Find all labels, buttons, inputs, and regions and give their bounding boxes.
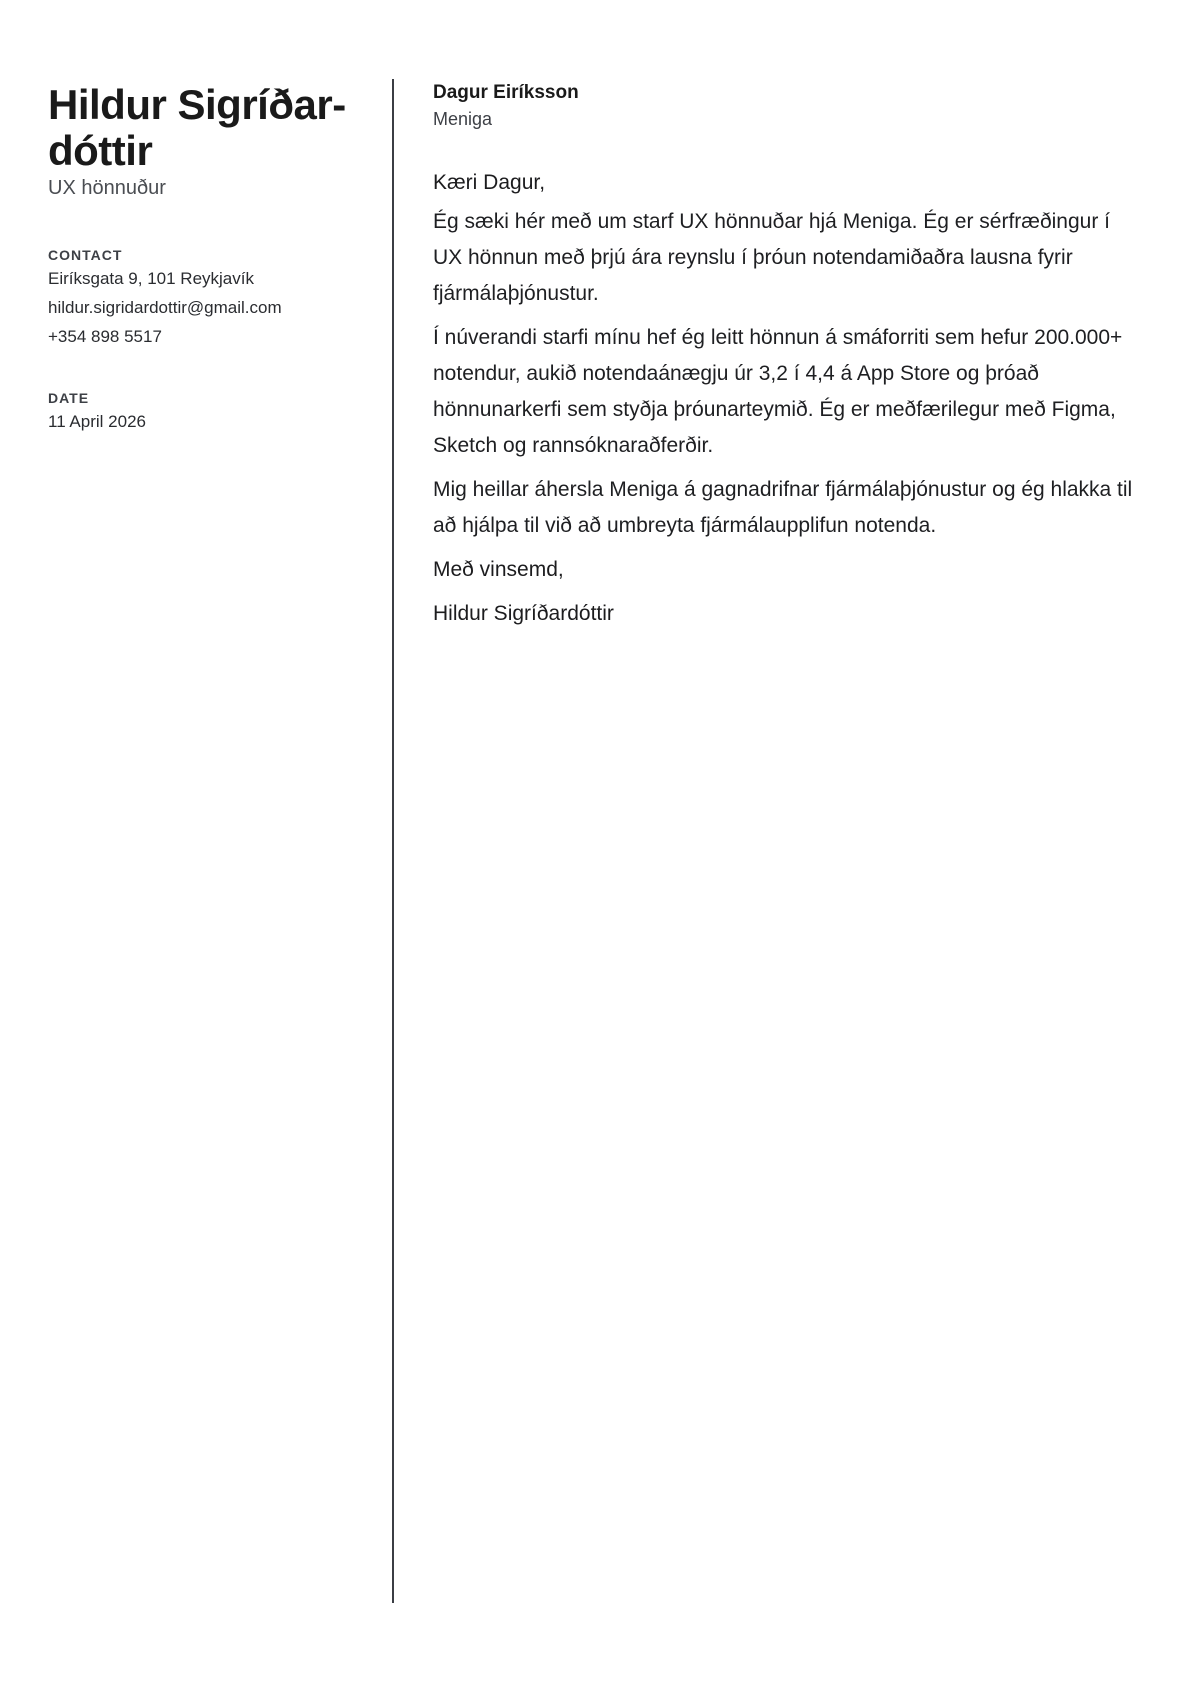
sender-phone: +354 898 5517 (48, 327, 162, 346)
sender-name-line2: dóttir (48, 127, 153, 174)
sender-name-line1: Hildur Sigríðar- (48, 81, 346, 128)
signature: Hildur Sigríðardóttir (433, 602, 614, 625)
column-divider (392, 79, 394, 1603)
letter-paragraph: Mig heillar áhersla Meniga á gagnadrifnar fjármálaþjónustur og ég hlakka til að hjálpa til við að umbreyta fjármálaupplifun notenda. (433, 478, 1133, 537)
contact-label: CONTACT (48, 247, 123, 263)
sender-role: UX hönnuður (48, 177, 166, 199)
recipient-organization: Meniga (433, 109, 493, 129)
letter-column (433, 80, 1133, 632)
date-label: DATE (48, 390, 90, 406)
recipient-name: Dagur Eiríksson (433, 82, 579, 103)
letter-paragraph: Í núverandi starfi mínu hef ég leitt hönnun á smáforriti sem hefur 200.000+ notendur, aukið notendaánægju úr 3,2 í 4,4 á App Store og þróað hönnunarkerfi sem styðja þróunarteymið. Ég er meðfærilegur með Figma, Sketch og rannsóknaraðferðir. (433, 326, 1123, 457)
sender-address: Eiríksgata 9, 101 Reykjavík (48, 269, 254, 288)
closing: Með vinsemd, (433, 558, 564, 581)
letter-paragraph: Ég sæki hér með um starf UX hönnuðar hjá Meniga. Ég er sérfræðingur í UX hönnun með þrjú ára reynslu í þróun notendamiðaðra lausna fyrir fjármálaþjónustur. (433, 210, 1110, 305)
sender-name (48, 82, 378, 174)
sender-email: hildur.sigridardottir@gmail.com (48, 298, 282, 317)
letter-date: 11 April 2026 (48, 412, 146, 431)
salutation: Kæri Dagur, (433, 171, 546, 194)
sender-column (48, 82, 378, 436)
